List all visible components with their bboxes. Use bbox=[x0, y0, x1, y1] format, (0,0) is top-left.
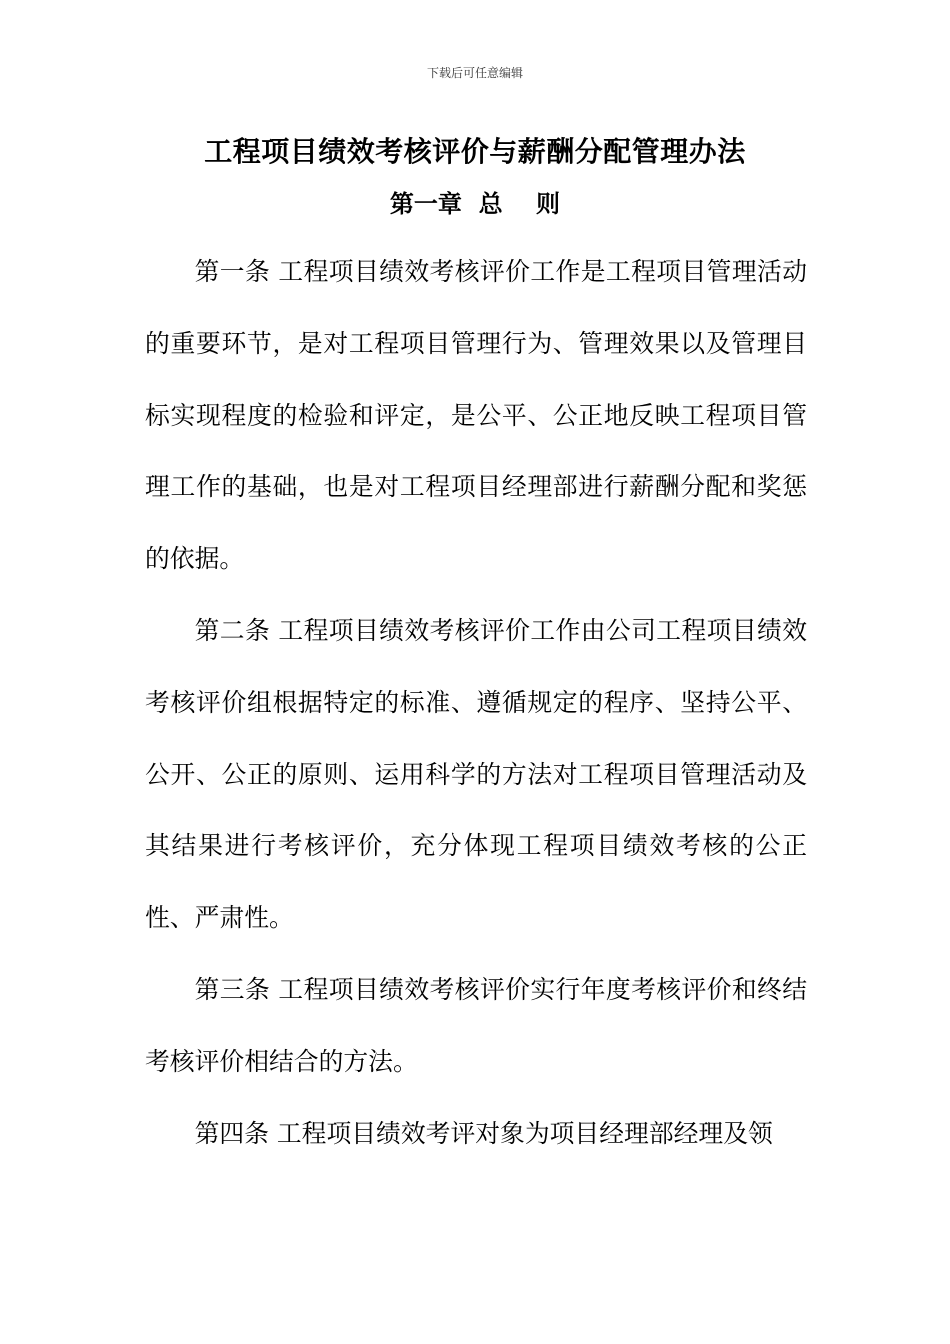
chapter-title: 第一章 总 则 bbox=[389, 189, 561, 218]
article-4-paragraph: 第四条 工程项目绩效考评对象为项目经理部经理及领 bbox=[194, 1118, 773, 1148]
document-body bbox=[145, 236, 807, 1169]
article-3-paragraph: 第三条 工程项目绩效考核评价实行年度考核评价和终结考核评价相结合的方法。 bbox=[145, 974, 807, 1076]
document-title: 工程项目绩效考核评价与薪酬分配管理办法 bbox=[204, 135, 746, 168]
header-note: 下载后可任意编辑 bbox=[426, 66, 523, 80]
article-1-paragraph: 第一条 工程项目绩效考核评价工作是工程项目管理活动的重要环节，是对工程项目管理行为、管理效果以及管理目标实现程度的检验和评定，是公平、公正地反映工程项目管理工作的基础，也是对工程项目经理部进行薪酬分配和奖惩的依据。 bbox=[145, 257, 807, 574]
article-2-paragraph: 第二条 工程项目绩效考核评价工作由公司工程项目绩效考核评价组根据特定的标准、遵循规定的程序、坚持公平、公开、公正的原则、运用科学的方法对工程项目管理活动及其结果进行考核评价，充分体现工程项目绩效考核的公正性、严肃性。 bbox=[145, 615, 807, 933]
